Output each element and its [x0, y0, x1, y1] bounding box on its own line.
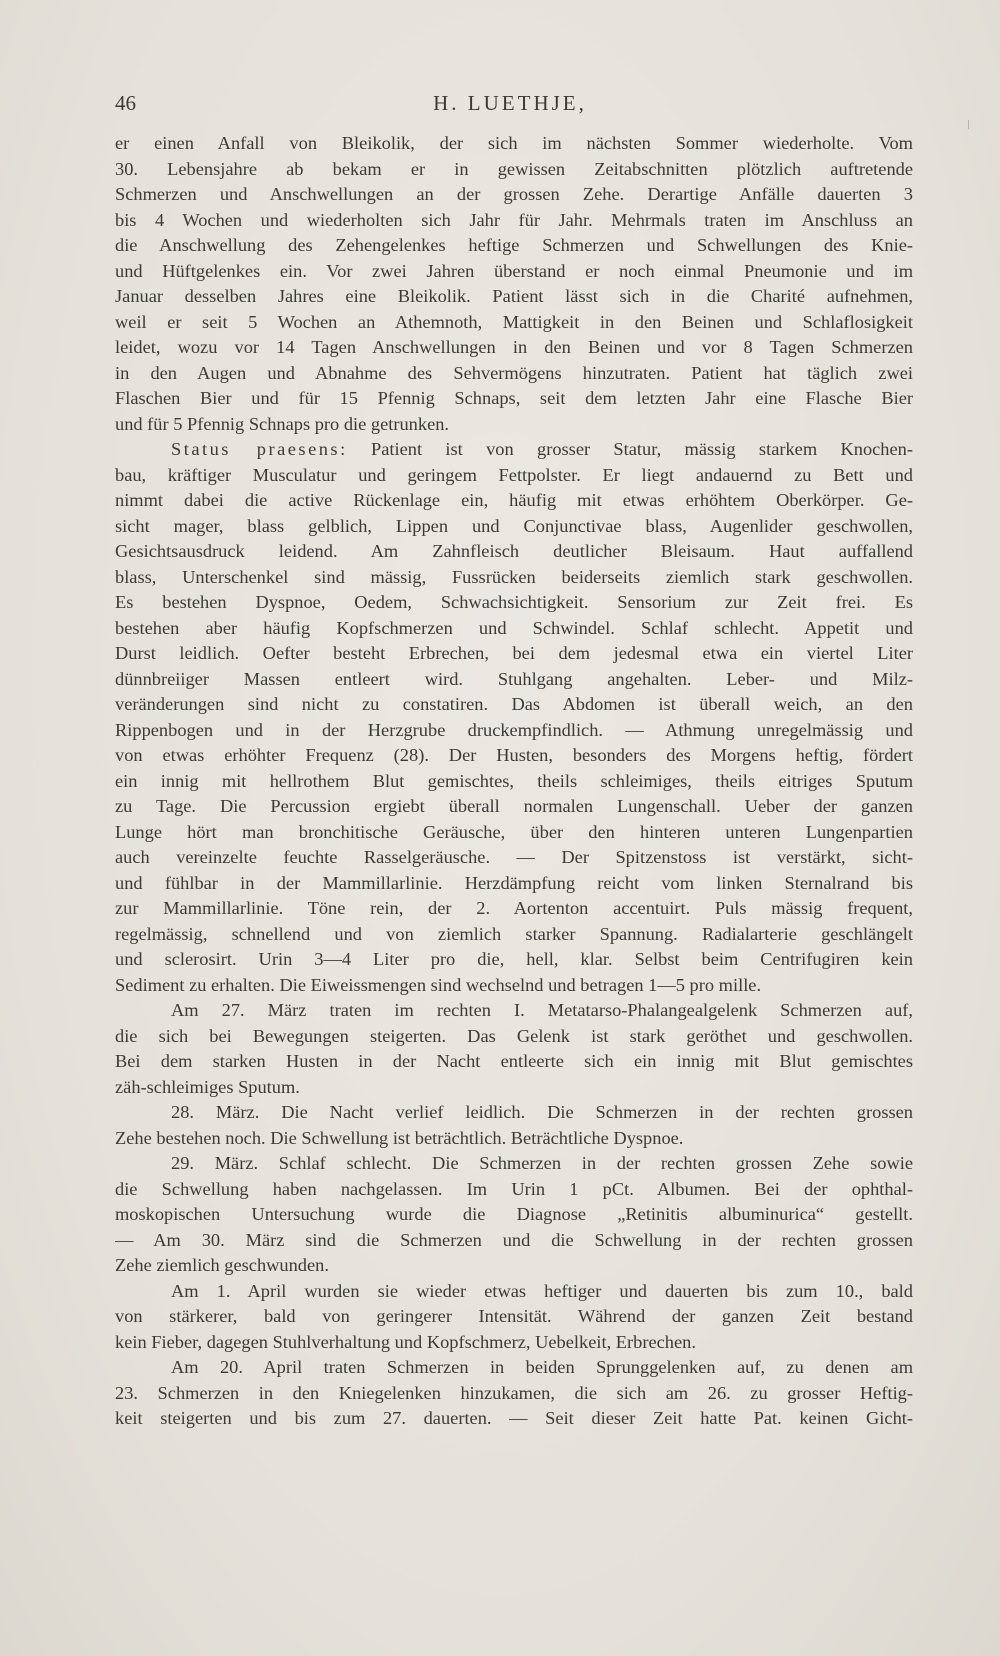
line-text: und Hüftgelenkes ein. Vor zwei Jahren überstand er noch einmal Pneumonie und im — [115, 260, 913, 281]
line-text: und für 5 Pfennig Schnaps pro die getrunken. — [115, 413, 450, 434]
line-text: Durst leidlich. Oefter besteht Erbrechen, bei dem jedesmal etwa ein viertel Liter — [115, 643, 913, 663]
text-line — [115, 1228, 913, 1254]
text-line — [115, 998, 913, 1024]
text-line — [115, 667, 913, 693]
line-text: zäh-schleimiges Sputum. — [115, 1076, 300, 1097]
section-lead: Status praesens: — [171, 439, 348, 459]
line-text: Sediment zu erhalten. Die Eiweissmengen sind wechselnd und betragen 1—5 pro mille. — [115, 974, 762, 995]
line-text: die sich bei Bewegungen steigerten. Das Gelenk ist stark geröthet und geschwollen. — [115, 1025, 913, 1046]
text-line — [115, 284, 913, 310]
line-text: Patient ist von grosser Statur, mässig starkem Knochen- — [347, 439, 913, 459]
text-line — [115, 233, 913, 259]
line-text: Rippenbogen und in der Herzgrube druckempfindlich. — Athmung unregelmässig und — [115, 719, 913, 740]
text-line — [115, 1330, 913, 1356]
line-text: Zehe ziemlich geschwunden. — [115, 1255, 329, 1275]
page-number: 46 — [115, 91, 136, 115]
body-text — [115, 131, 913, 1432]
text-line — [115, 182, 913, 208]
line-text: Am 1. April wurden sie wieder etwas heftiger und dauerten bis zum 10., bald — [171, 1280, 913, 1301]
text-line — [115, 1381, 913, 1407]
line-text: Es bestehen Dyspnoe, Oedem, Schwachsichtigkeit. Sensorium zur Zeit frei. Es — [115, 592, 913, 612]
line-text: moskopischen Untersuchung wurde die Diagnose „Retinitis albuminurica“ gestellt. — [115, 1204, 913, 1224]
line-text: von etwas erhöhter Frequenz (28). Der Husten, besonders des Morgens heftig, fördert — [115, 745, 913, 765]
text-line — [115, 1075, 913, 1101]
line-text: leidet, wozu vor 14 Tagen Anschwellungen in den Beinen und vor 8 Tagen Schmerzen — [115, 337, 913, 357]
margin-mark — [968, 120, 969, 129]
text-line — [115, 157, 913, 183]
text-line — [115, 1024, 913, 1050]
line-text: Flaschen Bier und für 15 Pfennig Schnaps, seit dem letzten Jahr eine Flasche Bier — [115, 388, 913, 408]
line-text: bestehen aber häufig Kopfschmerzen und Schwindel. Schlaf schlecht. Appetit und — [115, 617, 913, 638]
text-line — [115, 590, 913, 616]
text-line — [115, 1304, 913, 1330]
line-text: die Schwellung haben nachgelassen. Im Urin 1 pCt. Albumen. Bei der ophthal- — [115, 1178, 913, 1199]
text-line — [115, 514, 913, 540]
line-text: von stärkerer, bald von geringerer Intensität. Während der ganzen Zeit bestand — [115, 1306, 913, 1326]
text-line — [115, 845, 913, 871]
text-line — [115, 973, 913, 999]
text-line — [115, 1202, 913, 1228]
text-line — [115, 718, 913, 744]
text-line — [115, 871, 913, 897]
text-line — [115, 820, 913, 846]
line-text: blass, Unterschenkel sind mässig, Fussrücken beiderseits ziemlich stark geschwollen. — [115, 566, 913, 587]
text-line — [115, 310, 913, 336]
text-line — [115, 1177, 913, 1203]
line-text: Am 27. März traten im rechten I. Metatarso-Phalangealgelenk Schmerzen auf, — [171, 1000, 913, 1020]
text-line — [115, 259, 913, 285]
text-line — [115, 412, 913, 438]
text-line — [115, 641, 913, 667]
line-text: bau, kräftiger Musculatur und geringem Fettpolster. Er liegt andauernd zu Bett und — [115, 464, 913, 485]
line-text: kein Fieber, dagegen Stuhlverhaltung und Kopfschmerz, Uebelkeit, Erbrechen. — [115, 1331, 696, 1352]
line-text: — Am 30. März sind die Schmerzen und die Schwellung in der rechten grossen — [115, 1229, 913, 1250]
running-head: H. LUETHJE, — [433, 91, 587, 115]
line-text: weil er seit 5 Wochen an Athemnoth, Mattigkeit in den Beinen und Schlaflosigkeit — [115, 311, 913, 332]
text-line — [115, 1253, 913, 1279]
page-header — [115, 86, 905, 120]
line-text: bis 4 Wochen und wiederholten sich Jahr für Jahr. Mehrmals traten im Anschluss an — [115, 209, 913, 230]
text-line — [115, 1151, 913, 1177]
text-line — [115, 361, 913, 387]
line-text: die Anschwellung des Zehengelenkes heftige Schmerzen und Schwellungen des Knie- — [115, 235, 913, 255]
text-line — [115, 1406, 913, 1432]
text-line — [115, 947, 913, 973]
line-text: Schmerzen und Anschwellungen an der grossen Zehe. Derartige Anfälle dauerten 3 — [115, 184, 913, 204]
text-line — [115, 1355, 913, 1381]
text-line — [115, 1100, 913, 1126]
text-line — [115, 386, 913, 412]
text-line — [115, 1279, 913, 1305]
line-text: 28. März. Die Nacht verlief leidlich. Die Schmerzen in der rechten grossen — [171, 1102, 913, 1122]
text-line — [115, 743, 913, 769]
line-text: nimmt dabei die active Rückenlage ein, häufig mit etwas erhöhtem Oberkörper. Ge- — [115, 490, 913, 510]
line-text: 29. März. Schlaf schlecht. Die Schmerzen in der rechten grossen Zehe sowie — [171, 1153, 913, 1173]
line-text: in den Augen und Abnahme des Sehvermögens hinzutraten. Patient hat täglich zwei — [115, 362, 913, 383]
text-line — [115, 335, 913, 361]
text-line — [115, 692, 913, 718]
text-line — [115, 1126, 913, 1152]
text-line — [115, 896, 913, 922]
line-text: er einen Anfall von Bleikolik, der sich im nächsten Sommer wiederholte. Vom — [115, 133, 913, 153]
line-text: sicht mager, blass gelblich, Lippen und Conjunctivae blass, Augenlider geschwollen, — [115, 515, 913, 536]
text-line — [115, 208, 913, 234]
line-text: Gesichtsausdruck leidend. Am Zahnfleisch deutlicher Bleisaum. Haut auffallend — [115, 541, 913, 561]
text-line — [115, 565, 913, 591]
line-text: und fühlbar in der Mammillarlinie. Herzdämpfung reicht vom linken Sternalrand bis — [115, 872, 913, 893]
text-line — [115, 922, 913, 948]
line-text: Am 20. April traten Schmerzen in beiden Sprunggelenken auf, zu denen am — [171, 1357, 913, 1377]
line-text: zur Mammillarlinie. Töne rein, der 2. Aortenton accentuirt. Puls mässig frequent, — [115, 898, 913, 918]
line-text: Bei dem starken Husten in der Nacht entleerte sich ein innig mit Blut gemischtes — [115, 1051, 913, 1071]
line-text: 23. Schmerzen in den Kniegelenken hinzukamen, die sich am 26. zu grosser Heftig- — [115, 1382, 913, 1403]
line-text: und sclerosirt. Urin 3—4 Liter pro die, hell, klar. Selbst beim Centrifugiren kein — [115, 949, 913, 969]
text-line — [115, 1049, 913, 1075]
text-line — [115, 131, 913, 157]
line-text: Januar desselben Jahres eine Bleikolik. Patient lässt sich in die Charité aufnehmen, — [115, 286, 913, 306]
text-line — [115, 488, 913, 514]
text-line — [115, 437, 913, 463]
line-text: dünnbreiiger Massen entleert wird. Stuhlgang angehalten. Leber- und Milz- — [115, 668, 913, 689]
line-text: Zehe bestehen noch. Die Schwellung ist beträchtlich. Beträchtliche Dyspnoe. — [115, 1127, 684, 1148]
line-text: Lunge hört man bronchitische Geräusche, über den hinteren unteren Lungenpartien — [115, 821, 913, 842]
text-line — [115, 769, 913, 795]
line-text: regelmässig, schnellend und von ziemlich starker Spannung. Radialarterie geschlängelt — [115, 923, 913, 944]
text-line — [115, 616, 913, 642]
line-text: ein innig mit hellrothem Blut gemischtes, theils schleimiges, theils eitriges Sputum — [115, 770, 913, 791]
line-text: zu Tage. Die Percussion ergiebt überall normalen Lungenschall. Ueber der ganzen — [115, 796, 913, 816]
line-text: 30. Lebensjahre ab bekam er in gewissen Zeitabschnitten plötzlich auftretende — [115, 158, 913, 179]
line-text: veränderungen sind nicht zu constatiren. Das Abdomen ist überall weich, an den — [115, 694, 913, 714]
text-line — [115, 794, 913, 820]
line-text: keit steigerten und bis zum 27. dauerten. — Seit dieser Zeit hatte Pat. keinen Gicht- — [115, 1408, 913, 1428]
line-text: auch vereinzelte feuchte Rasselgeräusche. — Der Spitzenstoss ist verstärkt, sicht- — [115, 847, 913, 867]
text-line — [115, 463, 913, 489]
text-line — [115, 539, 913, 565]
